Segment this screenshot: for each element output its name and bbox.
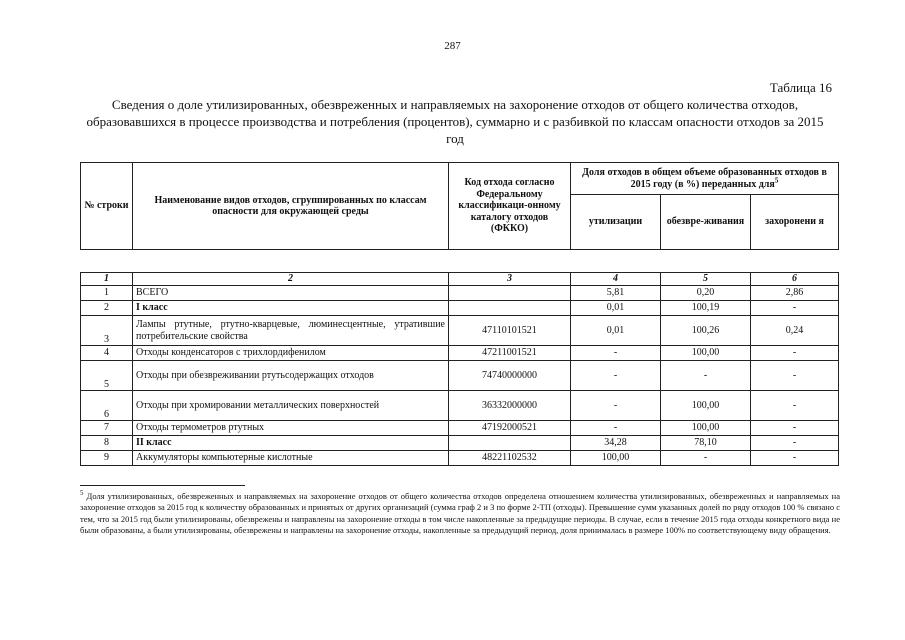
row-code: 36332000000 xyxy=(449,391,571,421)
table-row xyxy=(81,451,839,466)
header-code: Код отхода согласно Федеральному классификаци-онному каталогу отходов (ФККО) xyxy=(449,163,571,250)
table-row xyxy=(81,301,839,316)
column-number: 6 xyxy=(751,273,839,286)
row-name: Лампы ртутные, ртутно-кварцевые, люминесцентные, утратившие потребительские свойства xyxy=(133,316,449,346)
header-share-text: Доля отходов в общем объеме образованных отходов в 2015 году (в %) переданных для xyxy=(582,167,827,190)
row-neutral: - xyxy=(661,451,751,466)
row-num: 9 xyxy=(81,451,133,466)
header-num: № строки xyxy=(81,163,133,250)
page-number: 287 xyxy=(444,40,461,52)
row-burial: - xyxy=(751,361,839,391)
row-util: - xyxy=(571,391,661,421)
row-code xyxy=(449,301,571,316)
table-row xyxy=(81,436,839,451)
row-util: 34,28 xyxy=(571,436,661,451)
row-code: 47110101521 xyxy=(449,316,571,346)
column-number-row xyxy=(81,273,839,286)
header-share xyxy=(571,163,839,195)
row-burial: 0,24 xyxy=(751,316,839,346)
footnote-ref: 5 xyxy=(774,176,779,185)
row-name: Отходы при хромировании металлических поверхностей xyxy=(133,391,449,421)
row-neutral: 100,26 xyxy=(661,316,751,346)
table-label: Таблица 16 xyxy=(769,80,832,95)
row-num: 7 xyxy=(81,421,133,436)
footnote xyxy=(80,491,840,536)
row-util: - xyxy=(571,346,661,361)
footnote-text: Доля утилизированных, обезвреженных и направляемых на захоронение отходов от общего количества отходов определена отношением количества утилизированных, обезвреженных и направляемых на захоронение отходов за 2015 год к количеству образованных и принятых от других организаций (сумма граф 2 и 3 по форме 2-ТП (отходы). Превышение сумм указанных долей по ряду отходов 100 % связано с тем, что за 2015 год были утилизированы, обезврежены и направлены на захоронение отходы в том числе накопленные за предыдущие периоды. В случае, если в течение 2015 года отходы конкретного вида не были образованы, а были утилизированы, обезврежены и направлены на захоронение отходы, накопленные за предыдущий период, доля принималась в размере 100% по соответствующему виду обращения. xyxy=(80,491,840,535)
row-code: 48221102532 xyxy=(449,451,571,466)
row-code xyxy=(449,436,571,451)
header-neutral: обезвре-живания xyxy=(661,195,751,250)
row-num: 6 xyxy=(81,391,133,421)
row-util: - xyxy=(571,361,661,391)
row-name: Аккумуляторы компьютерные кислотные xyxy=(133,451,449,466)
row-code: 47211001521 xyxy=(449,346,571,361)
footnote-divider xyxy=(80,485,245,486)
row-neutral: 78,10 xyxy=(661,436,751,451)
row-name: Отходы конденсаторов с трихлордифенилом xyxy=(133,346,449,361)
row-name: ВСЕГО xyxy=(133,286,449,301)
table-header xyxy=(80,162,839,250)
row-neutral: - xyxy=(661,361,751,391)
row-num: 5 xyxy=(81,361,133,391)
row-neutral: 100,00 xyxy=(661,346,751,361)
row-util: - xyxy=(571,421,661,436)
row-neutral: 0,20 xyxy=(661,286,751,301)
row-name: Отходы термометров ртутных xyxy=(133,421,449,436)
row-burial: - xyxy=(751,346,839,361)
row-num: 8 xyxy=(81,436,133,451)
table-row xyxy=(81,421,839,436)
header-name: Наименование видов отходов, сгруппированных по классам опасности для окружающей среды xyxy=(133,163,449,250)
table-row xyxy=(81,346,839,361)
row-burial: - xyxy=(751,436,839,451)
row-burial: - xyxy=(751,391,839,421)
row-num: 1 xyxy=(81,286,133,301)
row-code xyxy=(449,286,571,301)
row-num: 2 xyxy=(81,301,133,316)
row-code: 74740000000 xyxy=(449,361,571,391)
row-burial: - xyxy=(751,421,839,436)
row-util: 0,01 xyxy=(571,301,661,316)
header-util: утилизации xyxy=(571,195,661,250)
column-number: 1 xyxy=(81,273,133,286)
row-num: 3 xyxy=(81,316,133,346)
row-burial: - xyxy=(751,301,839,316)
column-number: 2 xyxy=(133,273,449,286)
footnote-mark: 5 xyxy=(80,489,84,498)
row-neutral: 100,00 xyxy=(661,391,751,421)
row-code: 47192000521 xyxy=(449,421,571,436)
row-util: 5,81 xyxy=(571,286,661,301)
column-number: 5 xyxy=(661,273,751,286)
header-burial: захоронени я xyxy=(751,195,839,250)
row-name: II класс xyxy=(133,436,449,451)
row-neutral: 100,00 xyxy=(661,421,751,436)
data-table xyxy=(80,272,839,466)
row-util: 100,00 xyxy=(571,451,661,466)
table-title: Сведения о доле утилизированных, обезвреженных и направляемых на захоронение отходов от общего количества отходов, образовавшихся в процессе производства и потребления (процентов), суммарно и с разбивкой по классам опасности отходов за 2015 год xyxy=(86,97,824,146)
table-row xyxy=(81,361,839,391)
row-burial: 2,86 xyxy=(751,286,839,301)
table-row xyxy=(81,286,839,301)
row-num: 4 xyxy=(81,346,133,361)
table-row xyxy=(81,391,839,421)
row-burial: - xyxy=(751,451,839,466)
column-number: 4 xyxy=(571,273,661,286)
row-util: 0,01 xyxy=(571,316,661,346)
row-name: Отходы при обезвреживании ртутьсодержащих отходов xyxy=(133,361,449,391)
table-row xyxy=(81,316,839,346)
column-number: 3 xyxy=(449,273,571,286)
row-name: I класс xyxy=(133,301,449,316)
row-neutral: 100,19 xyxy=(661,301,751,316)
